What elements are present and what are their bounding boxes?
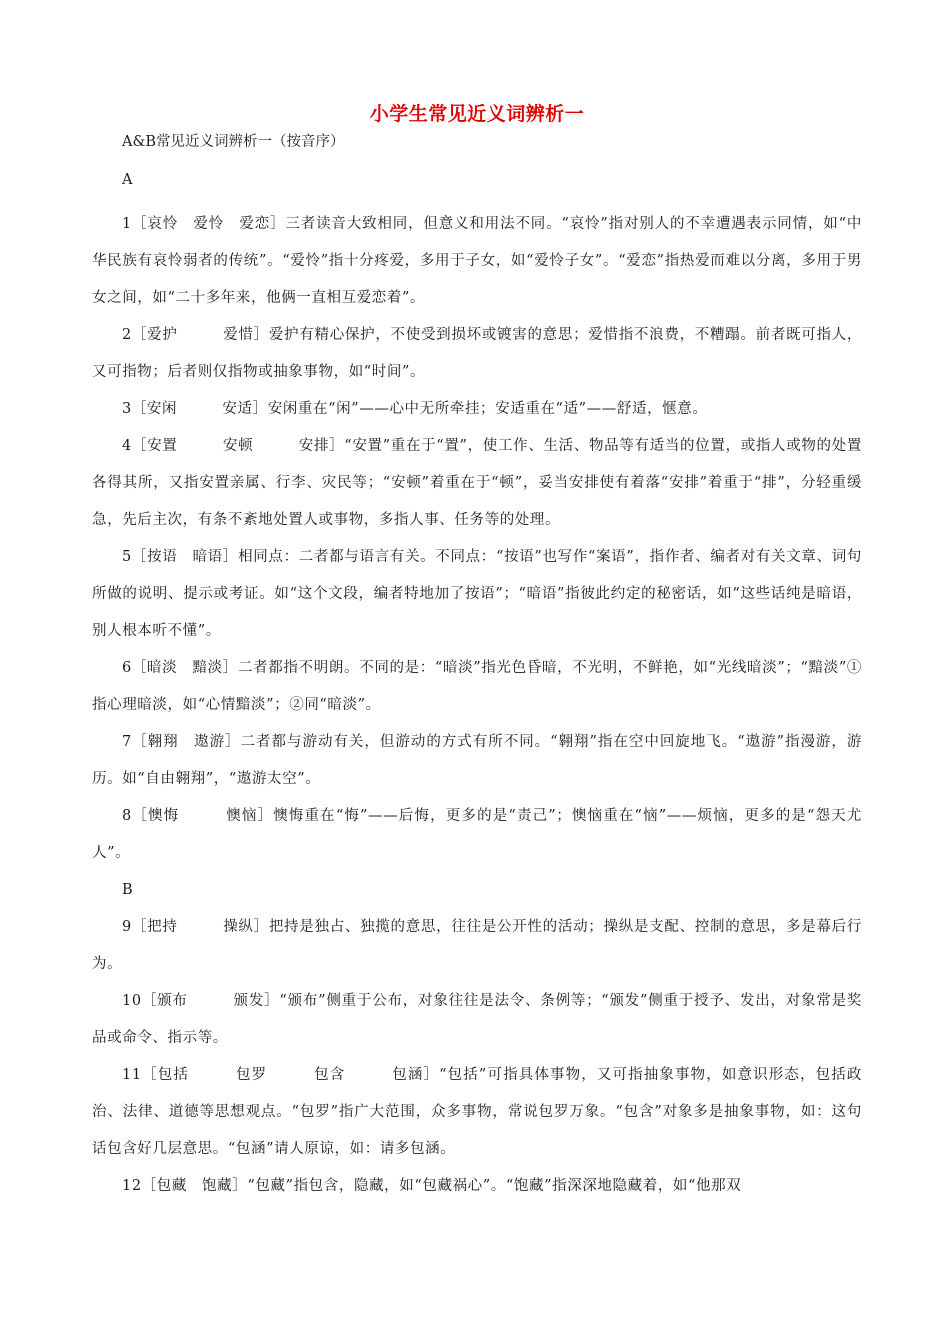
section-heading-a: A xyxy=(122,172,133,188)
document-title: 小学生常见近义词辨析一 xyxy=(369,103,585,125)
section-heading-b: B xyxy=(122,882,134,898)
document-subtitle: A&B常见近义词辨析一（按音序） xyxy=(122,134,345,150)
entry-paragraph: 1［哀怜 爱怜 爱恋］三者读音大致相同，但意义和用法不同。“哀怜”指对别人的不幸遭遇表示同情，如“中华民族有哀怜弱者的传统”。“爱怜”指十分疼爱，多用于子女，如“爱怜子女”。“爱恋”指热爱而难以分离，多用于男女之间，如“二十多年来，他俩一直相互爱恋着”。 xyxy=(92,216,862,306)
entry-paragraph: 2［爱护 爱惜］爱护有精心保护，不使受到损坏或镀害的意思；爱惜指不浪费，不糟蹋。前者既可指人，又可指物；后者则仅指物或抽象事物，如“时间”。 xyxy=(92,327,862,380)
entry-paragraph: 11［包括 包罗 包含 包涵］“包括”可指具体事物，又可指抽象事物，如意识形态，包括政治、法律、道德等思想观点。“包罗”指广大范围，众多事物，常说包罗万象。“包含”对象多是抽象事物，如：这句话包含好几层意思。“包涵”请人原谅，如：请多包涵。 xyxy=(92,1067,862,1157)
entry-paragraph: 4［安置 安顿 安排］“安置”重在于“置”，使工作、生活、物品等有适当的位置，或指人或物的处置各得其所，又指安置亲属、行李、灾民等；“安顿”着重在于“顿”，妥当安排使有着落“安排”着重于“排”，分轻重缓急，先后主次，有条不紊地处置人或事物，多指人事、任务等的处理。 xyxy=(92,438,862,528)
document-page xyxy=(92,98,862,1205)
entry-paragraph: 12［包藏 饱藏］“包藏”指包含，隐藏，如“包藏祸心”。“饱藏”指深深地隐藏着，如“他那双 xyxy=(122,1178,742,1194)
entry-paragraph: 9［把持 操纵］把持是独占、独揽的意思，往往是公开性的活动；操纵是支配、控制的意思，多是幕后行为。 xyxy=(92,919,862,972)
entry-paragraph: 8［懊悔 懊恼］懊悔重在“悔”——后悔，更多的是“责己”；懊恼重在“恼”——烦恼，更多的是“怨天尤人”。 xyxy=(92,808,862,861)
entry-paragraph: 5［按语 暗语］相同点：二者都与语言有关。不同点：“按语”也写作“案语”，指作者、编者对有关文章、词句所做的说明、提示或考证。如“这个文段，编者特地加了按语”；“暗语”指彼此约定的秘密话，如“这些话纯是暗语，别人根本听不懂”。 xyxy=(92,549,862,639)
entry-paragraph: 10［颁布 颁发］“颁布”侧重于公布，对象往往是法令、条例等；“颁发”侧重于授予、发出，对象常是奖品或命令、指示等。 xyxy=(92,993,862,1046)
entry-paragraph: 3［安闲 安适］安闲重在“闲”——心中无所牵挂；安适重在“适”——舒适，惬意。 xyxy=(122,401,708,417)
entry-paragraph: 7［翱翔 遨游］二者都与游动有关，但游动的方式有所不同。“翱翔”指在空中回旋地飞。“遨游”指漫游，游历。如“自由翱翔”，“遨游太空”。 xyxy=(92,734,862,787)
entry-paragraph: 6［暗淡 黯淡］二者都指不明朗。不同的是：“暗淡”指光色昏暗，不光明，不鲜艳，如“光线暗淡”；“黯淡”①指心理暗淡，如“心情黯淡”；②同“暗淡”。 xyxy=(92,660,862,713)
